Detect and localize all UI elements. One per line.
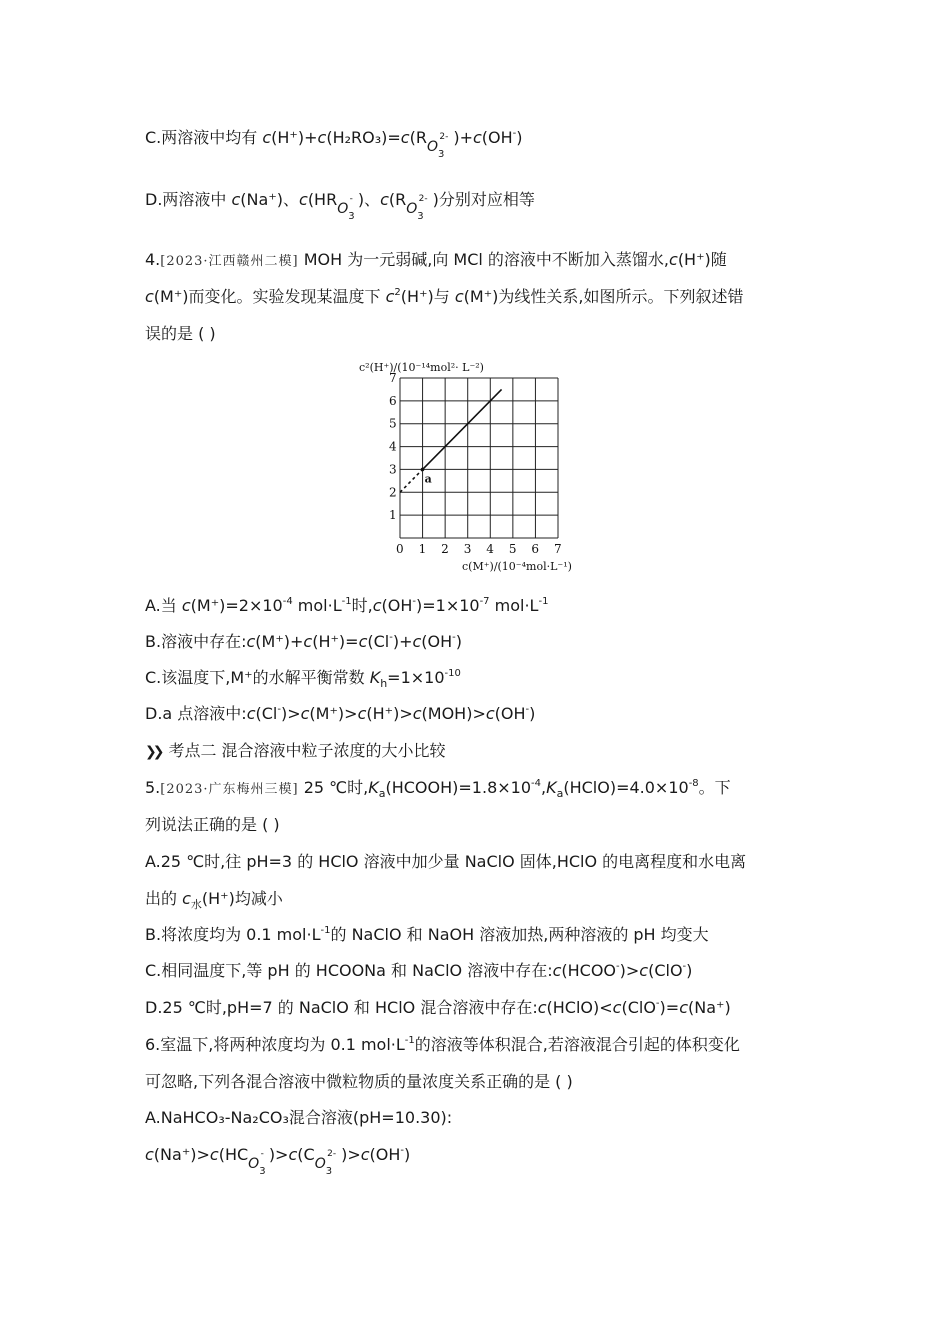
- x-tick-label: 5: [508, 542, 517, 556]
- x-tick-label: 6: [531, 542, 540, 556]
- hro3-ion: $O_3^-$: [337, 194, 355, 222]
- q6-stem-line-2: 可忽略,下列各混合溶液中微粒物质的量浓度关系正确的是 ( ): [145, 1072, 573, 1091]
- q5-option-a-line-2: 出的 $c_水(H^+)$均减小: [145, 889, 283, 911]
- q3-option-c: C.两溶液中均有 $c(H^+)+c(H_2RO_3)=c(RO_3^{2-}$ )+c(OH-): [145, 128, 523, 160]
- y-tick-label: 3: [389, 462, 397, 477]
- y-tick-label: 7: [389, 371, 397, 385]
- q4-option-c: C.该温度下,M⁺的水解平衡常数 $K_h=1\times 10^{-10}$: [145, 668, 461, 690]
- chart-y-axis-label: c²(H⁺)/(10⁻¹⁴mol²· L⁻²): [359, 361, 484, 374]
- q6-stem-line-1: 6.室温下,将两种浓度均为 0.1 $mol\cdot L^{-1}$的溶液等体积混合,若溶液混合引起的体积变化: [145, 1035, 740, 1054]
- series-line-solid: [423, 389, 502, 469]
- q5-option-c: C.相同温度下,等 pH 的 HCOONa 和 NaClO 溶液中存在:c(HCOO-)>c(ClO-): [145, 961, 693, 980]
- q4-stem-line-1: 4.[2023·江西赣州二模] MOH 为一元弱碱,向 MCl 的溶液中不断加入蒸馏水,c(H⁺)随: [145, 250, 727, 269]
- q4-stem-line-2: c(M⁺)而变化。实验发现某温度下 $c^2(H^+)$与 c(M⁺)为线性关系,如图所示。下列叙述错: [145, 287, 744, 306]
- q5-option-b: B.将浓度均为 0.1 $mol\cdot L^{-1}$的 NaClO 和 NaOH 溶液加热,两种溶液的 pH 均变大: [145, 925, 709, 944]
- hco3-ion: $O_3^-$: [248, 1149, 266, 1177]
- x-tick-label: 7: [554, 542, 562, 556]
- point-a-marker: [421, 468, 425, 472]
- q5-option-a-line-1: A.25 ℃时,往 pH=3 的 HClO 溶液中加少量 NaClO 固体,HClO 的电离程度和水电离: [145, 852, 747, 871]
- q5-stem-line-2: 列说法正确的是 ( ): [145, 815, 280, 834]
- y-tick-label: 2: [389, 485, 397, 500]
- q6-option-a-line-2: $c(Na^+)>c(HCO_3^-$ )$>c(CO_3^{2-}$ )>c(OH-): [145, 1145, 411, 1177]
- point-a-label: a: [424, 472, 432, 486]
- series-line-dashed: [400, 469, 423, 492]
- q4-option-a: A.当 $c(M^+)=2\times 10^{-4}$ $mol\cdot L^{-1}$时$,c(OH^-)=1\times 10^{-7}$ $mol\cdot L^{-1}$: [145, 596, 549, 615]
- q4-source: [2023·江西赣州二模]: [160, 254, 299, 269]
- q4-stem-line-3: 误的是 ( ): [145, 324, 216, 343]
- y-tick-label: 6: [389, 393, 397, 408]
- x-tick-label: 3: [463, 542, 472, 556]
- section-heading: ❯❯ 考点二 混合溶液中粒子浓度的大小比较: [145, 741, 446, 760]
- q5-stem-line-1: 5.[2023·广东梅州三模] 25 ℃时$,K_a(HCOOH)=1.8\times 10^{-4},K_a(HClO)=4.0\times 10^{-8}$。下: [145, 778, 731, 800]
- q4-option-d: D.a 点溶液中:c(Cl-)>c(M⁺)>c(H⁺)>c(MOH)>c(OH-): [145, 704, 536, 723]
- q4-chart: [355, 355, 605, 580]
- y-tick-label: 4: [389, 439, 397, 454]
- double-chevron-icon: ❯❯: [145, 744, 161, 760]
- y-tick-label: 5: [389, 416, 397, 431]
- chart-series: [400, 389, 502, 492]
- q4-option-b: B.溶液中存在:c(M⁺)+c(H⁺)=c(Cl-)+c(OH-): [145, 632, 463, 651]
- ro3-ion: $O_3^{2-}$: [426, 132, 449, 160]
- ro3-ion-2: $O_3^{2-}$: [406, 194, 428, 222]
- q6-option-a-line-1: A.NaHCO₃-Na₂CO₃混合溶液(pH=10.30):: [145, 1108, 453, 1127]
- chart-x-axis-label: c(M⁺)/(10⁻⁴mol·L⁻¹): [462, 560, 572, 573]
- x-tick-label: 4: [486, 542, 494, 556]
- co3-ion: $O_3^{2-}$: [314, 1149, 337, 1177]
- x-tick-label: 1: [418, 542, 427, 556]
- q3-option-d: D.两溶液中 c(Na⁺)、$c(HRO_3^-$ )、$c(RO_3^{2-}$ )分别对应相等: [145, 190, 535, 222]
- x-tick-label: 0: [396, 542, 404, 556]
- q5-source: [2023·广东梅州三模]: [160, 782, 299, 797]
- x-tick-label: 2: [441, 542, 449, 556]
- y-tick-label: 1: [389, 508, 397, 523]
- q5-option-d: D.25 ℃时,pH=7 的 NaClO 和 HClO 混合溶液中存在:c(HClO)<c(ClO-)=c(Na⁺): [145, 998, 731, 1017]
- chart-grid: [400, 378, 558, 538]
